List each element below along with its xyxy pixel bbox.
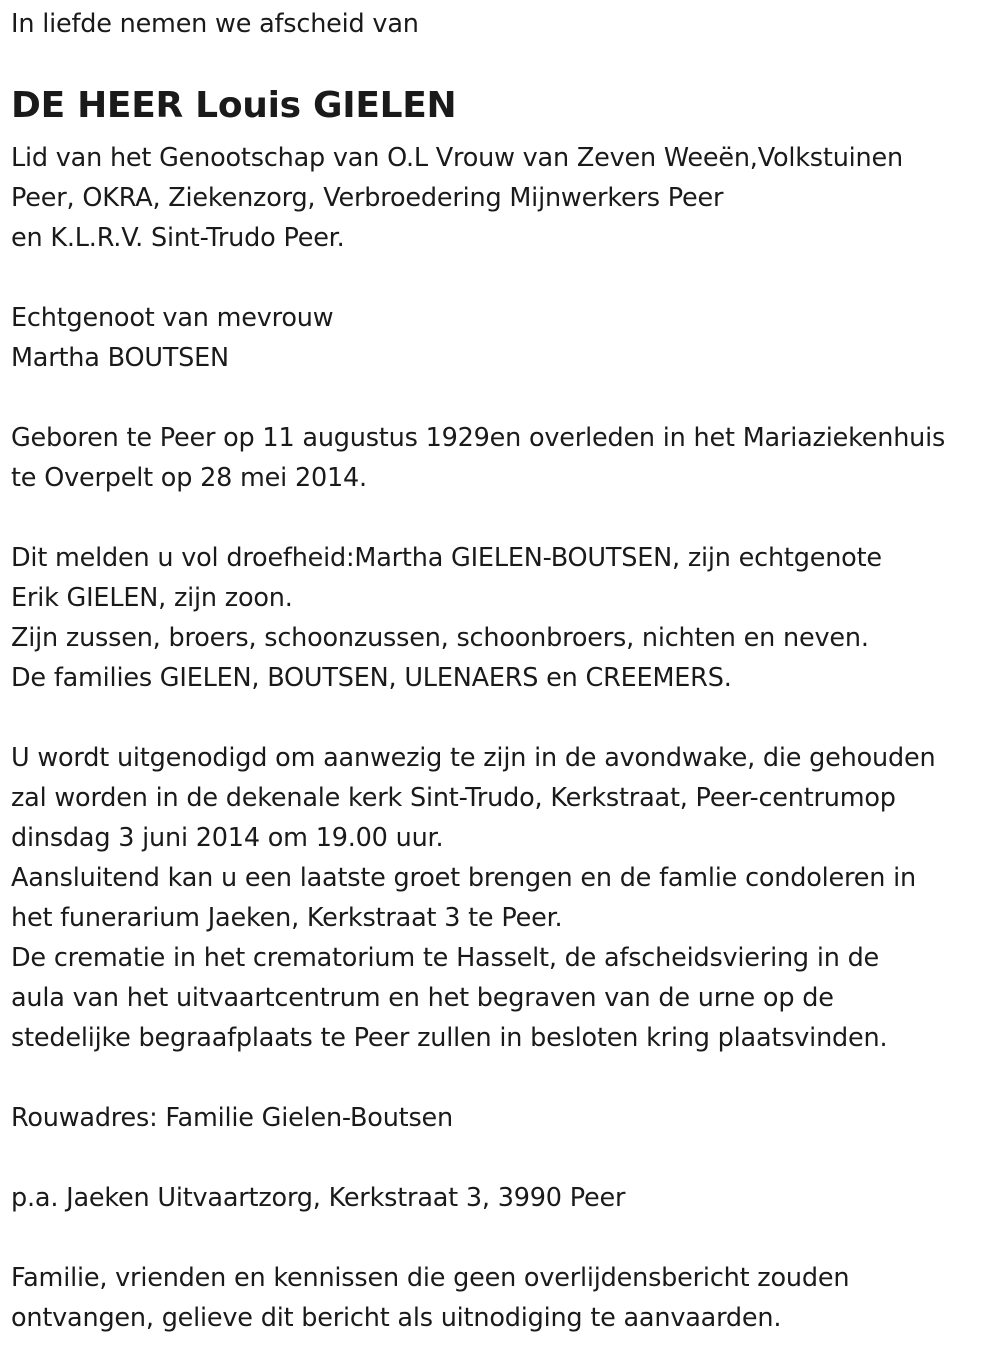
birth-death-paragraph <box>11 418 996 498</box>
memberships-paragraph <box>11 138 996 258</box>
spouse-line: Martha BOUTSEN <box>11 343 229 373</box>
obituary-notice <box>11 0 996 1338</box>
ceremony-line: De crematie in het crematorium te Hasselt, de afscheidsviering in de <box>11 943 880 973</box>
spacer <box>11 698 996 738</box>
closing-paragraph <box>11 1258 996 1338</box>
announcement-line: Dit melden u vol droefheid:Martha GIELEN-BOUTSEN, zijn echtgenote <box>11 543 882 573</box>
ceremony-line: U wordt uitgenodigd om aanwezig te zijn in de avondwake, die gehouden <box>11 743 936 773</box>
ceremony-line: zal worden in de dekenale kerk Sint-Trudo, Kerkstraat, Peer-centrumop <box>11 783 896 813</box>
spacer <box>11 498 996 538</box>
ceremony-paragraph <box>11 738 996 1058</box>
announcement-line: Erik GIELEN, zijn zoon. <box>11 583 293 613</box>
ceremony-line: dinsdag 3 juni 2014 om 19.00 uur. <box>11 823 444 853</box>
announcement-line: De families GIELEN, BOUTSEN, ULENAERS en CREEMERS. <box>11 663 732 693</box>
deceased-name: DE HEER Louis GIELEN <box>11 85 457 126</box>
spouse-line: Echtgenoot van mevrouw <box>11 303 334 333</box>
spacer <box>11 258 996 298</box>
mourning-address: Rouwadres: Familie Gielen-Boutsen <box>11 1103 453 1133</box>
care-of-address: p.a. Jaeken Uitvaartzorg, Kerkstraat 3, 3990 Peer <box>11 1183 626 1213</box>
ceremony-line: Aansluitend kan u een laatste groet brengen en de famlie condoleren in <box>11 863 916 893</box>
memberships-line: Peer, OKRA, Ziekenzorg, Verbroedering Mijnwerkers Peer <box>11 183 724 213</box>
birth-death-line: te Overpelt op 28 mei 2014. <box>11 463 367 493</box>
spouse-paragraph <box>11 298 996 378</box>
ceremony-line: stedelijke begraafplaats te Peer zullen in besloten kring plaatsvinden. <box>11 1023 888 1053</box>
closing-line: ontvangen, gelieve dit bericht als uitnodiging te aanvaarden. <box>11 1303 782 1333</box>
spacer <box>11 1138 996 1178</box>
spacer <box>11 1218 996 1258</box>
intro-text: In liefde nemen we afscheid van <box>11 9 419 39</box>
ceremony-line: aula van het uitvaartcentrum en het begraven van de urne op de <box>11 983 834 1013</box>
announcement-line: Zijn zussen, broers, schoonzussen, schoonbroers, nichten en neven. <box>11 623 869 653</box>
closing-line: Familie, vrienden en kennissen die geen overlijdensbericht zouden <box>11 1263 850 1293</box>
birth-death-line: Geboren te Peer op 11 augustus 1929en overleden in het Mariaziekenhuis <box>11 423 946 453</box>
memberships-line: en K.L.R.V. Sint-Trudo Peer. <box>11 223 345 253</box>
announcement-paragraph <box>11 538 996 698</box>
ceremony-line: het funerarium Jaeken, Kerkstraat 3 te Peer. <box>11 903 563 933</box>
spacer <box>11 378 996 418</box>
spacer <box>11 1058 996 1098</box>
memberships-line: Lid van het Genootschap van O.L Vrouw van Zeven Weeën,Volkstuinen <box>11 143 903 173</box>
